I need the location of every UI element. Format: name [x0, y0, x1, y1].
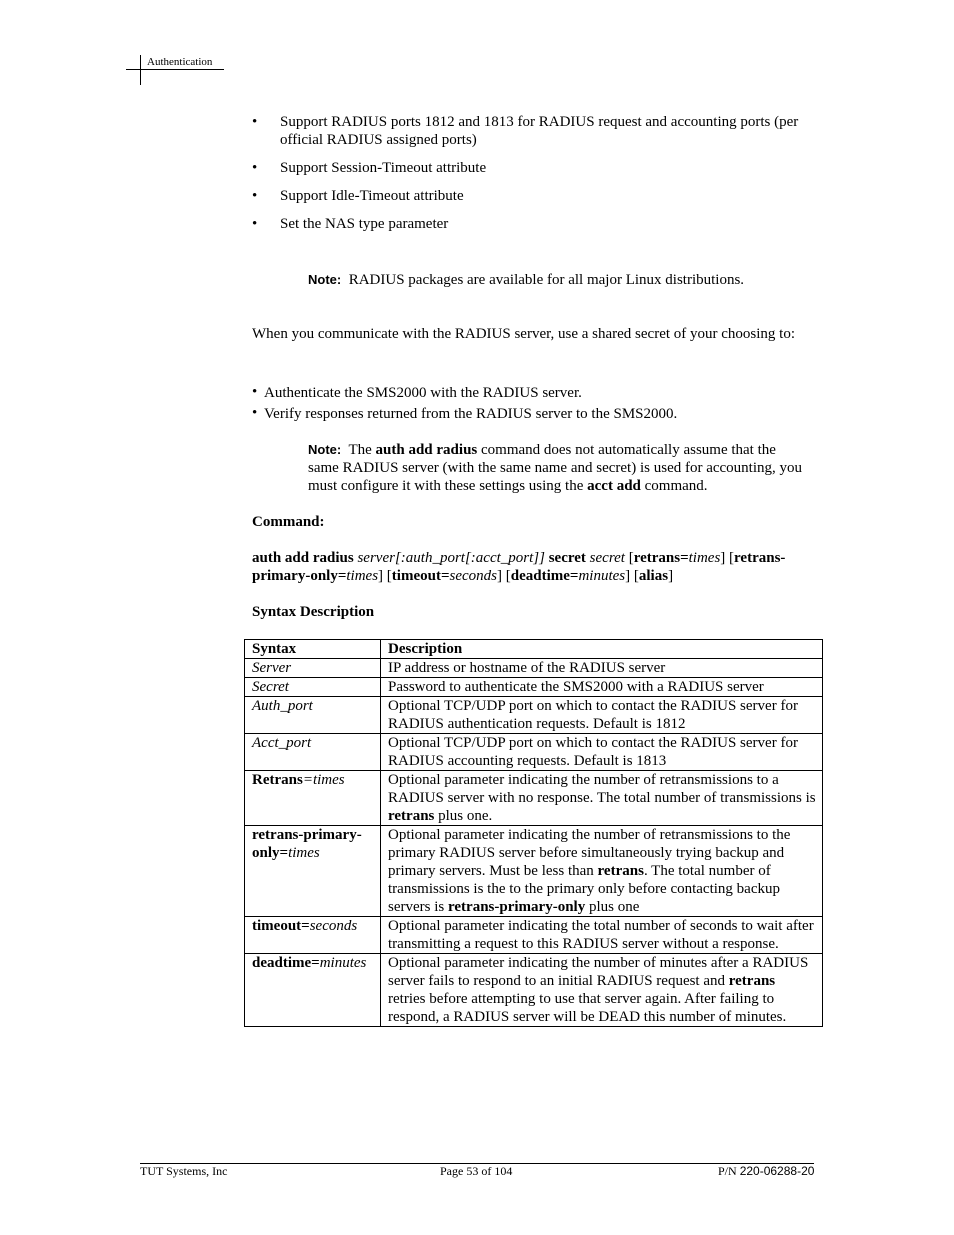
list-item: • Support Idle-Timeout attribute — [252, 188, 464, 204]
note-label: Note: — [308, 272, 342, 287]
feature-bullet-list — [252, 113, 812, 243]
table-header-row: Syntax Description — [245, 640, 823, 659]
table-row: Secret Password to authenticate the SMS2000 with a RADIUS server — [245, 678, 823, 697]
note-accounting: Note: The auth add radius command does not automatically assume that the same RADIUS server (with the same name and secret) is used for accounting, you must configure it with these settings using the acct add command. — [308, 442, 803, 494]
table-row: Auth_port Optional TCP/UDP port on which to contact the RADIUS server for RADIUS authentication requests. Default is 1812 — [245, 697, 823, 734]
command-ref: acct add — [587, 478, 641, 494]
table-row: Acct_port Optional TCP/UDP port on which to contact the RADIUS server for RADIUS accounting requests. Default is 1813 — [245, 734, 823, 771]
command-ref: auth add radius — [375, 442, 478, 458]
note-label: Note: — [308, 442, 342, 457]
section-title: Authentication — [147, 56, 213, 68]
footer-page-number: Page 53 of 104 — [440, 1164, 513, 1178]
table-row: Retrans=times Optional parameter indicating the number of retransmissions to a RADIUS server with no response. The total number of transmissions is retrans plus one. — [245, 771, 823, 826]
command-heading: Command: — [252, 514, 325, 530]
table-row: Server IP address or hostname of the RADIUS server — [245, 659, 823, 678]
list-item: • Support RADIUS ports 1812 and 1813 for RADIUS request and accounting ports (per official RADIUS assigned ports) — [252, 114, 799, 148]
syntax-table — [244, 639, 823, 1027]
command-syntax: auth add radius server[:auth_port[:acct_port]] secret secret [retrans=times] [retrans- primary-only=times] [timeout=seconds] [deadtime=minutes] [alias] — [252, 550, 786, 584]
footer-company: TUT Systems, Inc — [140, 1164, 228, 1178]
table-row: deadtime=minutes Optional parameter indicating the number of minutes after a RADIUS server fails to respond to an initial RADIUS request and retrans retries before attempting to use that server again. After failing to respond, a RADIUS server will be DEAD this number of minutes. — [245, 954, 823, 1027]
shared-secret-list — [252, 384, 812, 426]
note-linux: Note: RADIUS packages are available for all major Linux distributions. — [308, 272, 745, 288]
footer-part-number: P/N 220-06288-20 — [718, 1164, 815, 1178]
list-item: • Verify responses returned from the RADIUS server to the SMS2000. — [252, 405, 678, 422]
header-crop-mark — [140, 55, 141, 85]
list-item: • Support Session-Timeout attribute — [252, 160, 487, 176]
list-item: • Set the NAS type parameter — [252, 216, 449, 232]
table-row: retrans-primary- only=times Optional parameter indicating the number of retransmissions to the primary RADIUS server before simultaneously trying backup and primary servers. Must be less than retrans. The total number of transmissions is the to the primary only before contacting backup servers is retrans-primary-only plus one — [245, 826, 823, 917]
list-item: • Authenticate the SMS2000 with the RADIUS server. — [252, 384, 582, 401]
intro-paragraph: When you communicate with the RADIUS server, use a shared secret of your choosing to: — [252, 326, 796, 342]
table-row: timeout=seconds Optional parameter indicating the total number of seconds to wait after transmitting a request to this RADIUS server without a response. — [245, 917, 823, 954]
syntax-heading: Syntax Description — [252, 604, 375, 620]
